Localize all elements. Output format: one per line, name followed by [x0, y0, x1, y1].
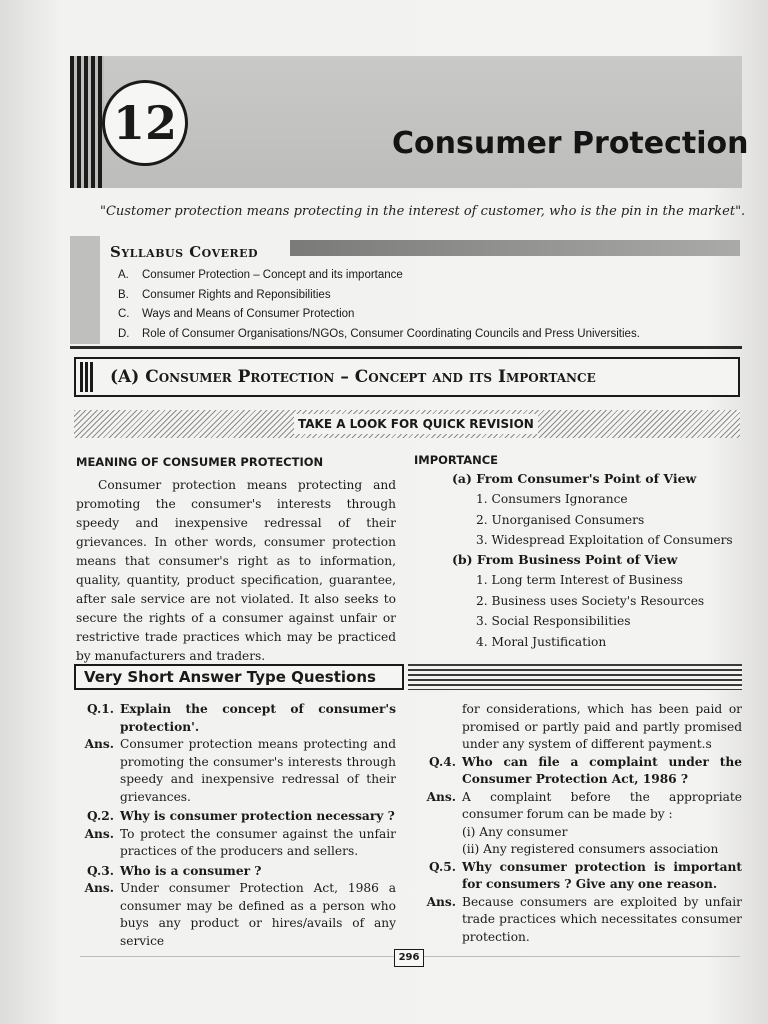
list-item: 2. Unorganised Consumers: [476, 512, 645, 527]
section-a-title: (A) Consumer Protection – Concept and its Importance: [110, 367, 596, 387]
syllabus-item: B. Consumer Rights and Reponsibilities: [118, 288, 331, 301]
section-divider: [70, 346, 742, 349]
importance-consumer-title: (a) From Consumer's Point of View: [452, 471, 697, 486]
importance-business-title: (b) From Business Point of View: [452, 552, 678, 567]
chapter-number: 12: [112, 96, 177, 150]
section-a-stripes: [80, 362, 94, 392]
qa-item: Ans. Under consumer Protection Act, 1986 a consumer may be defined as a person who buys any product or hires/avails of any service: [84, 881, 396, 948]
syllabus-bar: [290, 240, 740, 256]
meaning-body: Consumer protection means protecting and promoting the consumer's interests through speedy and inexpensive redressal of their grievances. In other words, consumer protection means that consumer's right as to information, quality, quantity, product specification, guarantee, after sale service are not violated. It also seeks to secure the rights of a consumer against unfair or restrictive trade practices which may be practiced by manufacturers and traders.: [76, 478, 396, 663]
section-a-banner: [74, 357, 740, 397]
list-item: 3. Social Responsibilities: [476, 614, 631, 628]
page-number: 296: [394, 949, 424, 967]
left-qa-column: [70, 701, 396, 950]
vsa-title: Very Short Answer Type Questions: [84, 668, 376, 686]
vsa-lines: [408, 664, 742, 690]
vsa-banner: [74, 664, 404, 690]
q3-answer-continuation: for considerations, which has been paid or promised or partly paid and partly promised under any system of different payment.s: [462, 702, 742, 751]
importance-business-list: [476, 570, 704, 652]
syllabus-item: C. Ways and Means of Consumer Protection: [118, 308, 355, 320]
syllabus-sidebar: [70, 236, 100, 344]
quick-revision-label: TAKE A LOOK FOR QUICK REVISION: [294, 414, 538, 434]
qa-item: Q.5. Why consumer protection is important for consumers ? Give any one reason.: [429, 859, 742, 891]
list-item: 1. Long term Interest of Business: [476, 573, 683, 587]
list-item: 1. Consumers Ignorance: [476, 492, 628, 506]
meaning-heading: MEANING OF CONSUMER PROTECTION: [76, 455, 324, 469]
chapter-quote: "Customer protection means protecting in the interest of customer, who is the pin in the market".: [100, 204, 746, 219]
qa-item: Q.4. Who can file a complaint under the Consumer Protection Act, 1986 ?: [429, 754, 742, 786]
importance-consumer-list: [476, 489, 733, 551]
qa-item: Ans. To protect the consumer against the unfair practices of the producers and sellers.: [84, 826, 396, 858]
qa-item: Ans. A complaint before the appropriate consumer forum can be made by :: [426, 789, 742, 821]
qa-item: Q.3. Who is a consumer ?: [87, 863, 262, 878]
quick-revision-banner: [74, 410, 740, 438]
chapter-number-badge: [102, 80, 188, 166]
list-item: 3. Widespread Exploitation of Consumers: [476, 533, 733, 547]
importance-heading: IMPORTANCE: [414, 453, 499, 467]
list-item: (ii) Any registered consumers association: [462, 842, 719, 856]
syllabus-title: Syllabus Covered: [110, 243, 259, 261]
syllabus-item: D. Role of Consumer Organisations/NGOs, Consumer Coordinating Councils and Press Universities.: [118, 327, 640, 340]
list-item: 2. Business uses Society's Resources: [476, 593, 705, 608]
list-item: (i) Any consumer: [462, 824, 568, 839]
chapter-stripes: [70, 56, 104, 188]
qa-item: Ans. Because consumers are exploited by unfair trade practices which necessitates consumer protection.: [426, 894, 742, 944]
syllabus-list: [118, 266, 758, 344]
qa-item: Ans. Consumer protection means protecting and promoting the consumer's interests through speedy and inexpensive redressal of their grievances.: [84, 737, 396, 804]
syllabus-item: A. Consumer Protection – Concept and its importance: [118, 269, 403, 281]
chapter-header: [70, 56, 749, 188]
chapter-title: Consumer Protection: [392, 126, 749, 161]
qa-item: Q.1. Explain the concept of consumer's protection'.: [87, 702, 396, 734]
right-qa-column: [412, 701, 742, 946]
list-item: 4. Moral Justification: [476, 634, 607, 649]
qa-item: Q.2. Why is consumer protection necessary ?: [87, 809, 395, 823]
